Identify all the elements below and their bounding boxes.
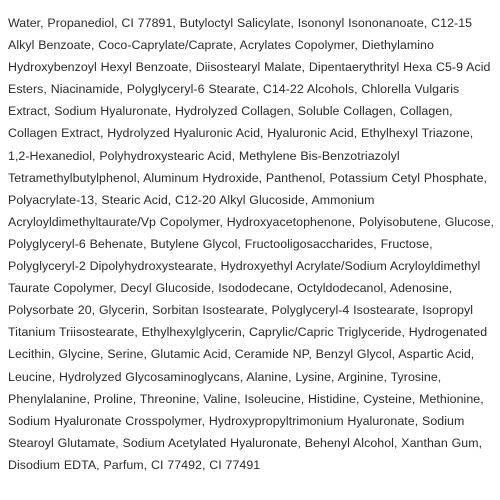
ingredients-list: Water, Propanediol, CI 77891, Butyloctyl Salicylate, Isononyl Isononanoate, C12-15 Alkyl Benzoate, Coco-Caprylate/Caprate, Acrylates Copolymer, Diethylamino Hydroxybenzoyl Hexyl Benzoate, Diisostearyl Malate, Dipentaerythrityl Hexa C5-9 Acid Esters, Niacinamide, Polyglyceryl-6 Stearate, C14-22 Alcohols, Chlorella Vulgaris Extract, Sodium Hyaluronate, Hydrolyzed Collagen, Soluble Collagen, Collagen, Collagen Extract, Hydrolyzed Hyaluronic Acid, Hyaluronic Acid, Ethylhexyl Triazone, 1,2-Hexanediol, Polyhydroxystearic Acid, Methylene Bis-Benzotriazolyl Tetramethylbutylphenol, Aluminum Hydroxide, Panthenol, Potassium Cetyl Phosphate, Polyacrylate-13, Stearic Acid, C12-20 Alkyl Glucoside, Ammonium Acryloyldimethyltaurate/Vp Copolymer, Hydroxyacetophenone, Polyisobutene, Glucose, Polyglyceryl-6 Behenate, Butylene Glycol, Fructooligosaccharides, Fructose, Polyglyceryl-2 Dipolyhydroxystearate, Hydroxyethyl Acrylate/Sodium Acryloyldimethyl Taurate Copolymer, Decyl Glucoside, Isododecane, Octyldodecanol, Adenosine, Polysorbate 20, Glycerin, Sorbitan Isostearate, Polyglyceryl-4 Isostearate, Isopropyl Titanium Triisostearate, Ethylhexylglycerin, Caprylic/Capric Triglyceride, Hydrogenated Lecithin, Glycine, Serine, Glutamic Acid, Ceramide NP, Benzyl Glycol, Aspartic Acid, Leucine, Hydrolyzed Glycosaminoglycans, Alanine, Lysine, Arginine, Tyrosine, Phenylalanine, Proline, Threonine, Valine, Isoleucine, Histidine, Cysteine, Methionine, Sodium Hyaluronate Crosspolymer, Hydroxypropyltrimonium Hyaluronate, Sodium Stearoyl Glutamate, Sodium Acetylated Hyaluronate, Behenyl Alcohol, Xanthan Gum, Disodium EDTA, Parfum, CI 77492, CI 77491 [8,16,495,472]
